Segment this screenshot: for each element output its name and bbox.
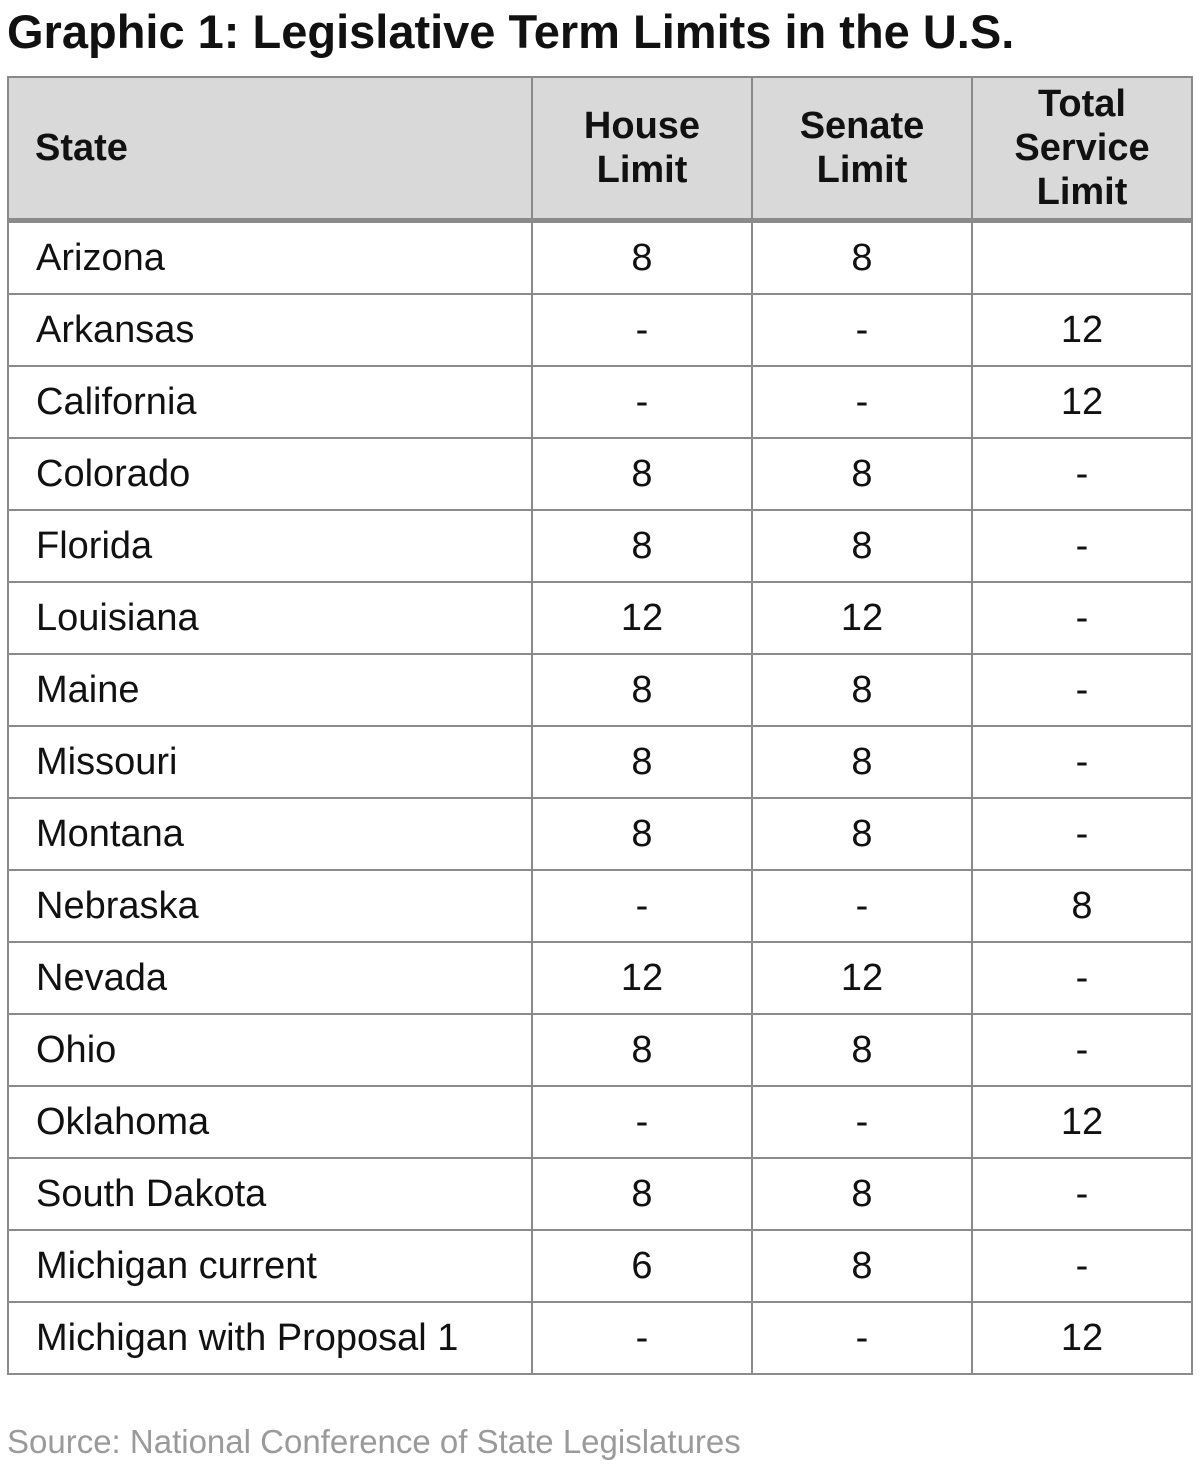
- graphic-title: Graphic 1: Legislative Term Limits in the U.S.: [7, 5, 1015, 58]
- column-header-total-service-limit: [972, 77, 1192, 221]
- house-limit-cell: 8: [532, 221, 752, 295]
- header-line: Service: [1014, 127, 1150, 169]
- column-header-senate-limit: [752, 77, 972, 221]
- header-line: Total: [1038, 83, 1126, 125]
- table-header-row: [8, 77, 1192, 221]
- header-line: Senate: [799, 105, 925, 147]
- senate-limit-cell: -: [752, 870, 972, 942]
- state-cell: Louisiana: [8, 582, 532, 654]
- senate-limit-cell: 8: [752, 654, 972, 726]
- table-row: [8, 798, 1192, 870]
- header-line: House: [583, 105, 701, 147]
- house-limit-cell: 8: [532, 1158, 752, 1230]
- senate-limit-cell: 8: [752, 438, 972, 510]
- table-row: [8, 870, 1192, 942]
- table-row: [8, 221, 1192, 295]
- senate-limit-cell: 12: [752, 582, 972, 654]
- state-cell: Nebraska: [8, 870, 532, 942]
- table-row: [8, 366, 1192, 438]
- senate-limit-cell: 8: [752, 221, 972, 295]
- term-limits-table: [7, 76, 1193, 1375]
- total-limit-cell: -: [972, 942, 1192, 1014]
- column-header-house-limit: [532, 77, 752, 221]
- state-cell: Arizona: [8, 221, 532, 295]
- column-header-state: State: [8, 77, 532, 221]
- total-limit-cell: -: [972, 582, 1192, 654]
- senate-limit-cell: -: [752, 366, 972, 438]
- table-row: [8, 726, 1192, 798]
- table-row: [8, 1158, 1192, 1230]
- total-limit-cell: -: [972, 654, 1192, 726]
- table-row: [8, 582, 1192, 654]
- total-limit-cell: 12: [972, 1302, 1192, 1374]
- total-limit-cell: 8: [972, 870, 1192, 942]
- senate-limit-cell: 8: [752, 1230, 972, 1302]
- header-line: Limit: [1036, 171, 1128, 213]
- senate-limit-cell: 8: [752, 798, 972, 870]
- state-cell: South Dakota: [8, 1158, 532, 1230]
- total-limit-cell: 12: [972, 294, 1192, 366]
- house-limit-cell: 8: [532, 1014, 752, 1086]
- senate-limit-cell: 8: [752, 726, 972, 798]
- senate-limit-cell: 12: [752, 942, 972, 1014]
- total-limit-cell: -: [972, 726, 1192, 798]
- table-row: [8, 942, 1192, 1014]
- house-limit-cell: 12: [532, 942, 752, 1014]
- state-cell: Ohio: [8, 1014, 532, 1086]
- state-cell: Oklahoma: [8, 1086, 532, 1158]
- table-row: [8, 1014, 1192, 1086]
- total-limit-cell: 12: [972, 366, 1192, 438]
- source-note: Source: National Conference of State Legislatures: [7, 1423, 741, 1460]
- state-cell: Nevada: [8, 942, 532, 1014]
- state-cell: Michigan with Proposal 1: [8, 1302, 532, 1374]
- total-limit-cell: -: [972, 798, 1192, 870]
- senate-limit-cell: -: [752, 294, 972, 366]
- state-cell: California: [8, 366, 532, 438]
- house-limit-cell: 12: [532, 582, 752, 654]
- total-limit-cell: -: [972, 438, 1192, 510]
- house-limit-cell: -: [532, 294, 752, 366]
- house-limit-cell: -: [532, 1302, 752, 1374]
- state-cell: Colorado: [8, 438, 532, 510]
- senate-limit-cell: -: [752, 1302, 972, 1374]
- table-row: [8, 1086, 1192, 1158]
- senate-limit-cell: 8: [752, 510, 972, 582]
- house-limit-cell: 8: [532, 438, 752, 510]
- table-row: [8, 654, 1192, 726]
- total-limit-cell: -: [972, 1230, 1192, 1302]
- total-limit-cell: -: [972, 1014, 1192, 1086]
- house-limit-cell: 8: [532, 654, 752, 726]
- senate-limit-cell: 8: [752, 1158, 972, 1230]
- state-cell: Michigan current: [8, 1230, 532, 1302]
- table-row: [8, 438, 1192, 510]
- table-row: [8, 1302, 1192, 1374]
- total-limit-cell: -: [972, 510, 1192, 582]
- total-limit-cell: 12: [972, 1086, 1192, 1158]
- house-limit-cell: -: [532, 366, 752, 438]
- table-row: [8, 510, 1192, 582]
- senate-limit-cell: -: [752, 1086, 972, 1158]
- total-limit-cell: -: [972, 1158, 1192, 1230]
- state-cell: Maine: [8, 654, 532, 726]
- house-limit-cell: 6: [532, 1230, 752, 1302]
- house-limit-cell: 8: [532, 726, 752, 798]
- house-limit-cell: 8: [532, 510, 752, 582]
- state-cell: Missouri: [8, 726, 532, 798]
- table-row: [8, 294, 1192, 366]
- house-limit-cell: -: [532, 1086, 752, 1158]
- house-limit-cell: -: [532, 870, 752, 942]
- header-line: Limit: [596, 149, 688, 191]
- total-limit-cell: [972, 221, 1192, 295]
- state-cell: Montana: [8, 798, 532, 870]
- senate-limit-cell: 8: [752, 1014, 972, 1086]
- house-limit-cell: 8: [532, 798, 752, 870]
- state-cell: Florida: [8, 510, 532, 582]
- state-cell: Arkansas: [8, 294, 532, 366]
- header-line: Limit: [816, 149, 908, 191]
- table-row: [8, 1230, 1192, 1302]
